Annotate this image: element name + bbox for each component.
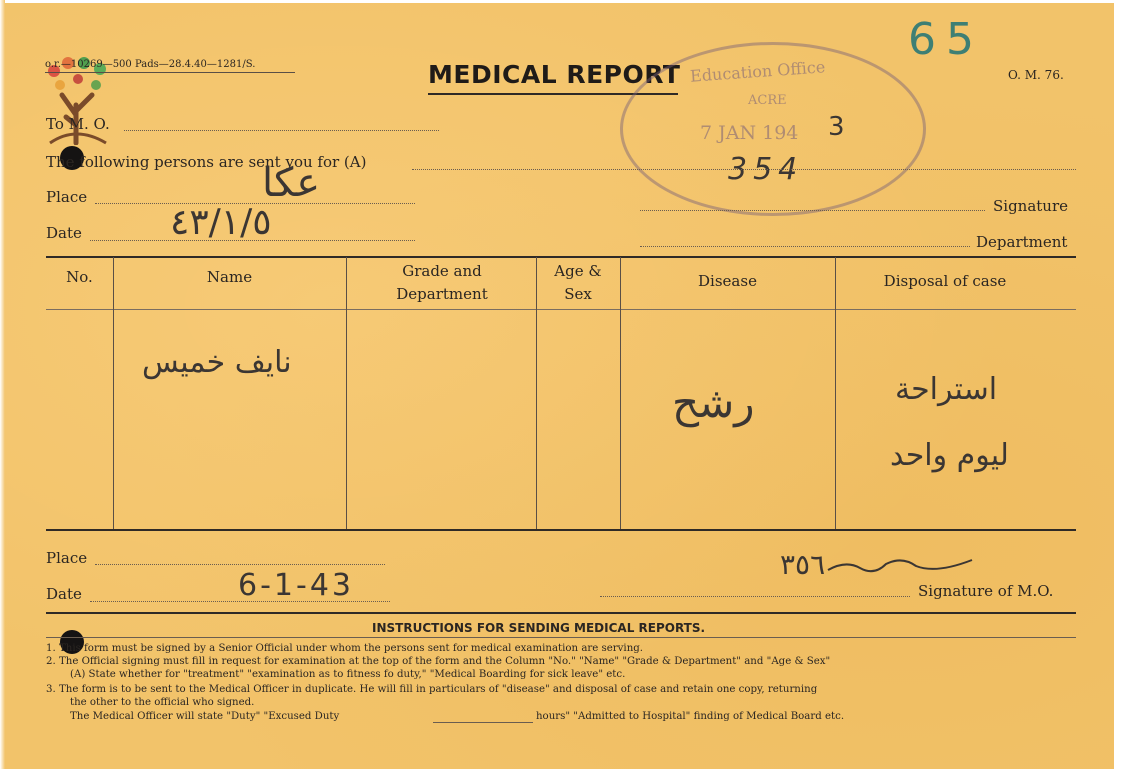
stamp-year-handwritten: 3 [828,112,845,142]
signature-mo-label: Signature of M.O. [918,582,1054,600]
place-handwritten: عكا [262,160,321,206]
scan-edge-right [1114,0,1122,769]
place-label: Place [46,188,88,206]
footer-date-label: Date [46,585,82,603]
table-header-rule [46,309,1076,310]
column-divider-3 [536,257,537,529]
instructions-top-rule [46,612,1076,614]
date-handwritten: ٤٣/١/٥ [170,202,272,243]
column-header-age-sex: Age & Sex [554,262,602,303]
column-header-name: Name [206,268,253,286]
row-disposal-handwritten-1: استراحة [895,372,998,407]
department-label: Department [976,233,1068,251]
print-reference: o.r.—10269—500 Pads—28.4.40—1281/S. [45,59,256,70]
mo-signature-line [600,596,910,597]
column-divider-1 [113,257,114,529]
instruction-line-5: the other to the official who signed. [70,697,255,708]
persons-sent-line [412,169,1076,170]
column-header-disposal: Disposal of case [883,272,1007,290]
row-disposal-handwritten-2: ليوم واحد [890,438,1009,473]
mo-signature-stroke [826,552,976,582]
instruction-line-6: The Medical Officer will state "Duty" "Excused Duty [70,711,340,722]
excused-duty-hours-line [433,722,533,723]
stamp-office-text: Education Office [689,57,826,86]
instruction-line-7: hours" "Admitted to Hospital" finding of Medical Board etc. [536,711,845,722]
stamp-number-handwritten: 354 [728,152,804,187]
to-mo-label: To M. O. [46,115,110,133]
instruction-line-3: (A) State whether for "treatment" "examination as to fitness fo duty," "Medical Boarding for sick leave" etc. [70,669,626,680]
mo-signature-handwritten: ٣٥٦ [780,548,826,581]
instructions-title-rule [46,637,1076,638]
print-ref-underline [45,72,295,73]
footer-place-label: Place [46,549,88,567]
stamp-date-text: 7 JAN 194 [700,122,799,144]
to-mo-line [124,130,439,131]
handwritten-page-number: 65 [908,14,984,65]
signature-line [640,210,985,211]
scan-edge-left [0,0,5,769]
instructions-title: INSTRUCTIONS FOR SENDING MEDICAL REPORTS. [372,621,706,635]
instruction-line-2: 2. The Official signing must fill in request for examination at the top of the form and the Column "No." "Name" "Grade & Department" and "Age & Sex" [46,656,831,667]
scan-edge-top [0,0,1122,3]
row-disease-handwritten: رشح [672,378,755,427]
table-top-rule [46,256,1076,258]
form-code: O. M. 76. [1008,68,1064,82]
stamp-city-text: ACRE [748,93,787,108]
date-label: Date [46,224,82,242]
persons-sent-label: The following persons are sent you for (A) [46,153,367,171]
signature-label: Signature [993,197,1069,215]
column-divider-5 [835,257,836,529]
footer-date-handwritten: 6-1-43 [238,568,354,603]
instruction-line-1: 1. This form must be signed by a Senior Official under whom the persons sent for medical examination are serving. [46,643,644,654]
table-bottom-rule [46,529,1076,531]
column-header-no: No. [66,268,93,286]
instruction-line-4: 3. The form is to be sent to the Medical Officer in duplicate. He will fill in particulars of "disease" and disposal of case and retain one copy, returning [46,684,818,695]
column-header-grade-department: Grade and Department [396,262,488,303]
row-name-handwritten: نايف خميس [142,345,292,380]
column-divider-4 [620,257,621,529]
department-line [640,246,970,247]
footer-place-line [95,564,385,565]
form-title: MEDICAL REPORT [428,60,681,89]
column-header-disease: Disease [698,272,757,290]
column-divider-2 [346,257,347,529]
